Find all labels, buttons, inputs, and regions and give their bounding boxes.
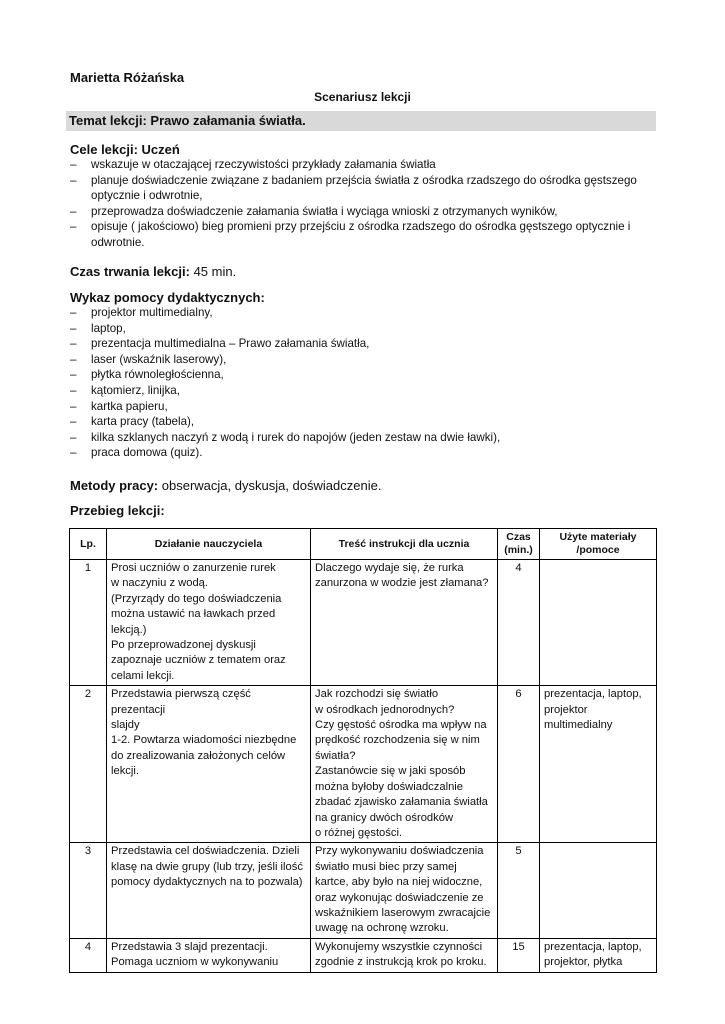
table-row <box>70 843 657 938</box>
student-instruction-cell: Jak rozchodzi się światło w ośrodkach jednorodnych? Czy gęstość ośrodka ma wpływ na prędkość rozchodzenia się w nim światła? Zastanówcie się w jaki sposób można byłoby doświadczalnie zbadać zjawisko załamania światła na granicy dwóch ośrodków o różnej gęstości. <box>311 686 498 843</box>
row-number: 3 <box>70 843 107 938</box>
methods-line <box>70 478 381 493</box>
document-title <box>0 90 725 104</box>
goal-item: – opisuje ( jakościowo) bieg promieni przy przejściu z ośrodka rzadszego do ośrodka gęstszego optycznie i odwrotnie. <box>70 219 660 250</box>
aid-item: – karta pracy (tabela), <box>70 414 660 430</box>
author-name: Marietta Różańska <box>70 70 185 85</box>
aid-item: – laptop, <box>70 321 660 337</box>
lesson-topic: Temat lekcji: Prawo załamania światła. <box>66 111 656 131</box>
table-header-row <box>70 529 657 560</box>
teacher-action-cell: Przedstawia 3 slajd prezentacji. Pomaga uczniom w wykonywaniu <box>107 938 311 972</box>
column-header-student-instruction: Treść instrukcji dla ucznia <box>311 529 498 560</box>
column-header-materials: Użyte materiały /pomoce <box>540 529 657 560</box>
methods-label: Metody pracy: <box>70 478 159 493</box>
row-number: 2 <box>70 686 107 843</box>
table-row <box>70 686 657 843</box>
time-cell: 5 <box>498 843 540 938</box>
column-header-time: Czas (min.) <box>498 529 540 560</box>
aid-item: – prezentacja multimedialna – Prawo załamania światła, <box>70 336 660 352</box>
column-header-teacher-action: Działanie nauczyciela <box>107 529 311 560</box>
teacher-action-cell: Przedstawia pierwszą część prezentacji slajdy 1-2. Powtarza wiadomości niezbędne do zrealizowania założonych celów lekcji. <box>107 686 311 843</box>
materials-cell <box>540 560 657 686</box>
table-row <box>70 560 657 686</box>
table-row <box>70 938 657 972</box>
aids-heading: Wykaz pomocy dydaktycznych: <box>70 290 265 305</box>
aid-item: – kartka papieru, <box>70 399 660 415</box>
duration-line <box>70 264 236 279</box>
row-number: 1 <box>70 560 107 686</box>
duration-value: 45 min. <box>193 264 237 279</box>
aid-item: – płytka równoległościenna, <box>70 367 660 383</box>
duration-label: Czas trwania lekcji: <box>70 264 190 279</box>
student-instruction-cell: Przy wykonywaniu doświadczenia światło musi biec przy samej kartce, aby było na niej widoczne, oraz wykonując doświadczenie ze wskaźnikiem laserowym zwracajcie uwagę na ochronę wzroku. <box>311 843 498 938</box>
course-heading: Przebieg lekcji: <box>70 503 165 518</box>
aids-list <box>70 305 660 461</box>
materials-cell: prezentacja, laptop, projektor, płytka <box>540 938 657 972</box>
materials-cell: prezentacja, laptop, projektor multimedialny <box>540 686 657 843</box>
time-cell: 15 <box>498 938 540 972</box>
document-title-text: Scenariusz lekcji <box>314 90 411 104</box>
lesson-plan-table <box>69 528 657 973</box>
goals-heading: Cele lekcji: Uczeń <box>70 142 180 157</box>
row-number: 4 <box>70 938 107 972</box>
aid-item: – praca domowa (quiz). <box>70 445 660 461</box>
goal-item: – planuje doświadczenie związane z badaniem przejścia światła z ośrodka rzadszego do ośrodka gęstszego optycznie i odwrotnie, <box>70 173 660 204</box>
aid-item: – kątomierz, linijka, <box>70 383 660 399</box>
teacher-action-cell: Przedstawia cel doświadczenia. Dzieli klasę na dwie grupy (lub trzy, jeśli ilość pomocy dydaktycznych na to pozwala) <box>107 843 311 938</box>
goal-item: – wskazuje w otaczającej rzeczywistości przykłady załamania światła <box>70 157 660 173</box>
column-header-lp: Lp. <box>70 529 107 560</box>
aid-item: – laser (wskaźnik laserowy), <box>70 352 660 368</box>
aid-item: – kilka szklanych naczyń z wodą i rurek do napojów (jeden zestaw na dwie ławki), <box>70 430 660 446</box>
student-instruction-cell: Dlaczego wydaje się, że rurka zanurzona w wodzie jest złamana? <box>311 560 498 686</box>
goals-list <box>70 157 660 251</box>
time-cell: 4 <box>498 560 540 686</box>
aid-item: – projektor multimedialny, <box>70 305 660 321</box>
goal-item: – przeprowadza doświadczenie załamania światła i wyciąga wnioski z otrzymanych wyników, <box>70 204 660 220</box>
methods-value: obserwacja, dyskusja, doświadczenie. <box>161 478 382 493</box>
teacher-action-cell: Prosi uczniów o zanurzenie rurek w naczyniu z wodą. (Przyrządy do tego doświadczenia można ustawić na ławkach przed lekcją.) Po przeprowadzonej dyskusji zapoznaje uczniów z tematem oraz celami lekcji. <box>107 560 311 686</box>
time-cell: 6 <box>498 686 540 843</box>
materials-cell <box>540 843 657 938</box>
student-instruction-cell: Wykonujemy wszystkie czynności zgodnie z instrukcją krok po kroku. <box>311 938 498 972</box>
